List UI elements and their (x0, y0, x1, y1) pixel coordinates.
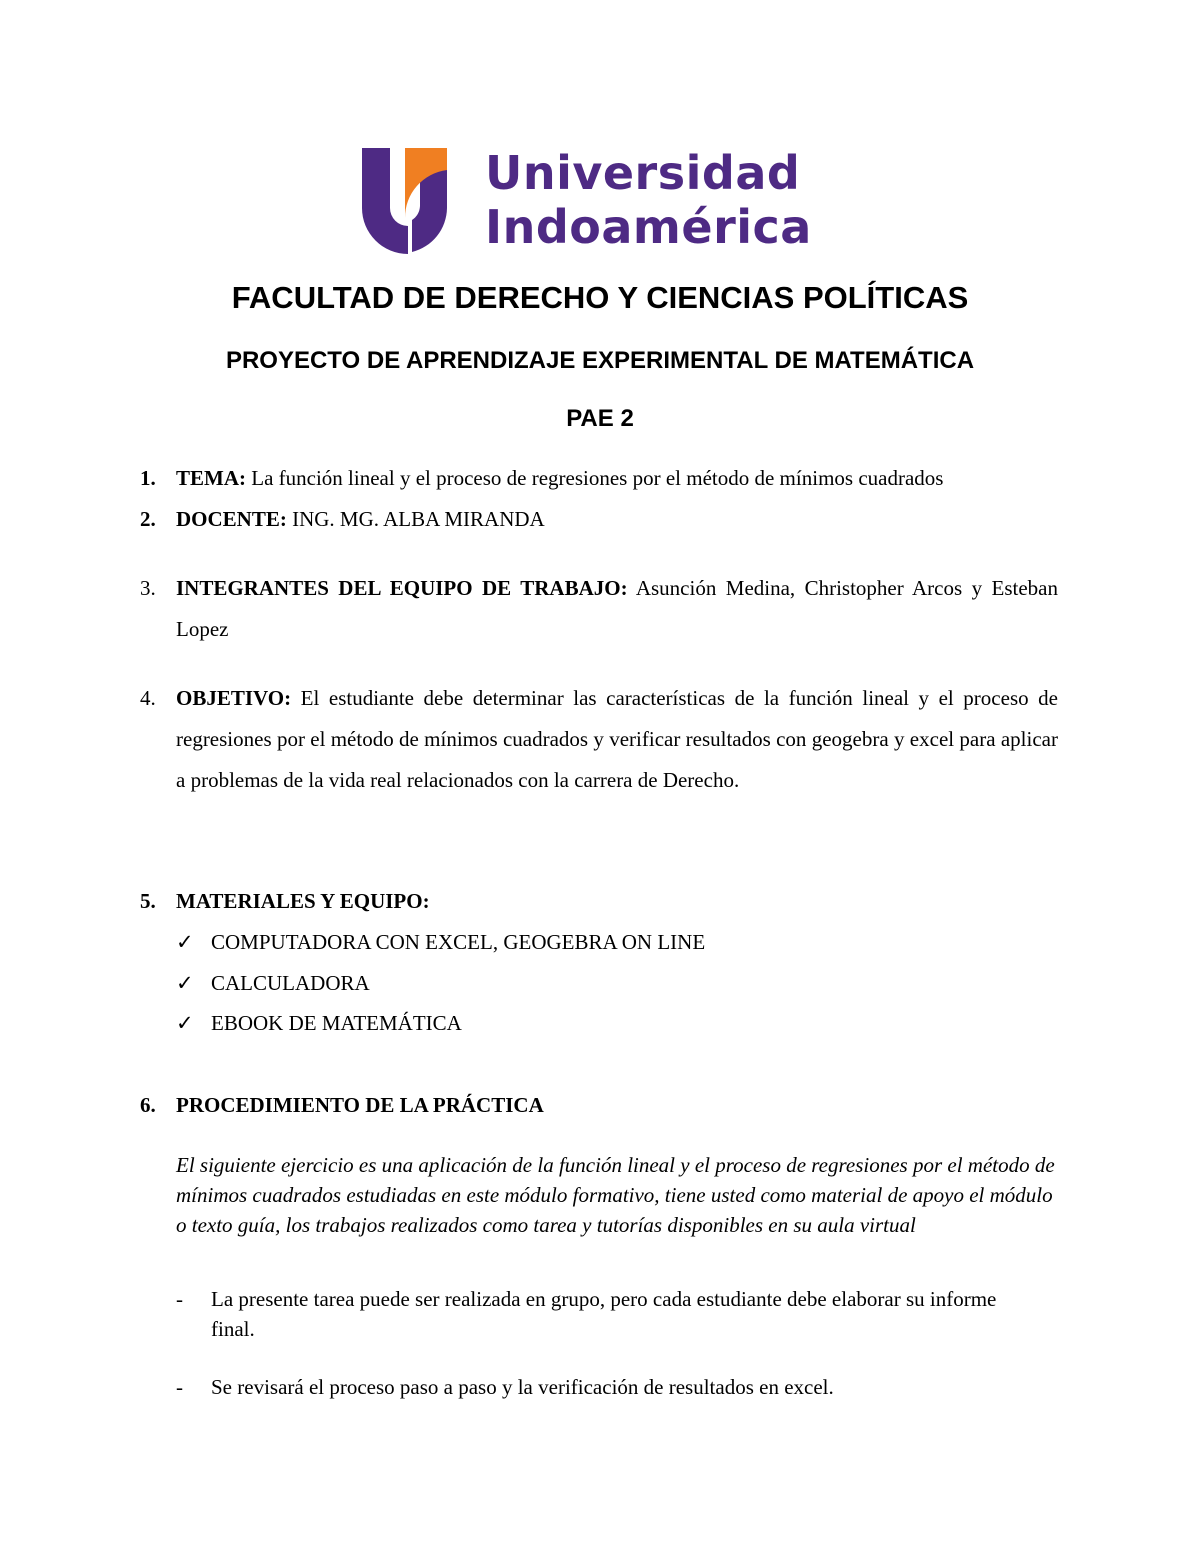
item-number: 5. (140, 889, 156, 913)
item-text: El estudiante debe determinar las características de la función lineal y el proceso de regresiones por el método de mínimos cuadrados y verificar resultados con geogebra y excel para aplicar a problemas de la vida real relacionados con la carrera de Derecho. (176, 686, 1058, 792)
project-title: PROYECTO DE APRENDIZAJE EXPERIMENTAL DE MATEMÁTICA (225, 347, 975, 374)
material-text: EBOOK DE MATEMÁTICA (211, 1011, 462, 1035)
university-logo-icon (362, 148, 452, 254)
faculty-title: FACULTAD DE DERECHO Y CIENCIAS POLÍTICAS (231, 280, 969, 315)
item-label: INTEGRANTES DEL EQUIPO DE TRABAJO: (176, 576, 628, 600)
item-number: 3. (140, 576, 156, 600)
note-text: Se revisará el proceso paso a paso y la verificación de resultados en excel. (211, 1375, 834, 1399)
item-number: 6. (140, 1093, 156, 1117)
logo-line-2: Indoamérica (485, 200, 812, 254)
item-number: 2. (140, 507, 156, 531)
item-label: MATERIALES Y EQUIPO: (176, 889, 430, 913)
logo-line-1: Universidad (485, 146, 801, 200)
dash-bullet: - (176, 1375, 183, 1399)
note-text: La presente tarea puede ser realizada en grupo, pero cada estudiante debe elaborar su informe final. (211, 1287, 997, 1341)
procedure-intro: El siguiente ejercicio es una aplicación de la función lineal y el proceso de regresiones por el método de mínimos cuadrados estudiadas en este módulo formativo, tiene usted como material de apoyo el módulo o texto guía, los trabajos realizados como tarea y tutorías disponibles en su aula virtual (176, 1153, 1055, 1237)
item-label: PROCEDIMIENTO DE LA PRÁCTICA (176, 1093, 544, 1117)
item-label: OBJETIVO: (176, 686, 292, 710)
item-label: DOCENTE: (176, 507, 287, 531)
item-number: 1. (140, 466, 156, 490)
item-text: Asunción Medina, Christopher Arcos y Esteban Lopez (176, 576, 1058, 641)
pae-code: PAE 2 (566, 405, 634, 432)
dash-bullet: - (176, 1287, 183, 1311)
item-text: La función lineal y el proceso de regresiones por el método de mínimos cuadrados (246, 466, 944, 490)
check-icon: ✓ (176, 930, 194, 954)
check-icon: ✓ (176, 1011, 194, 1035)
item-number: 4. (140, 686, 156, 710)
check-icon: ✓ (176, 971, 194, 995)
item-text: ING. MG. ALBA MIRANDA (286, 507, 545, 531)
logo-wordmark (485, 148, 812, 252)
item-label: TEMA: (176, 466, 246, 490)
material-text: CALCULADORA (211, 971, 370, 995)
material-text: COMPUTADORA CON EXCEL, GEOGEBRA ON LINE (211, 930, 706, 954)
university-logo (362, 148, 842, 254)
